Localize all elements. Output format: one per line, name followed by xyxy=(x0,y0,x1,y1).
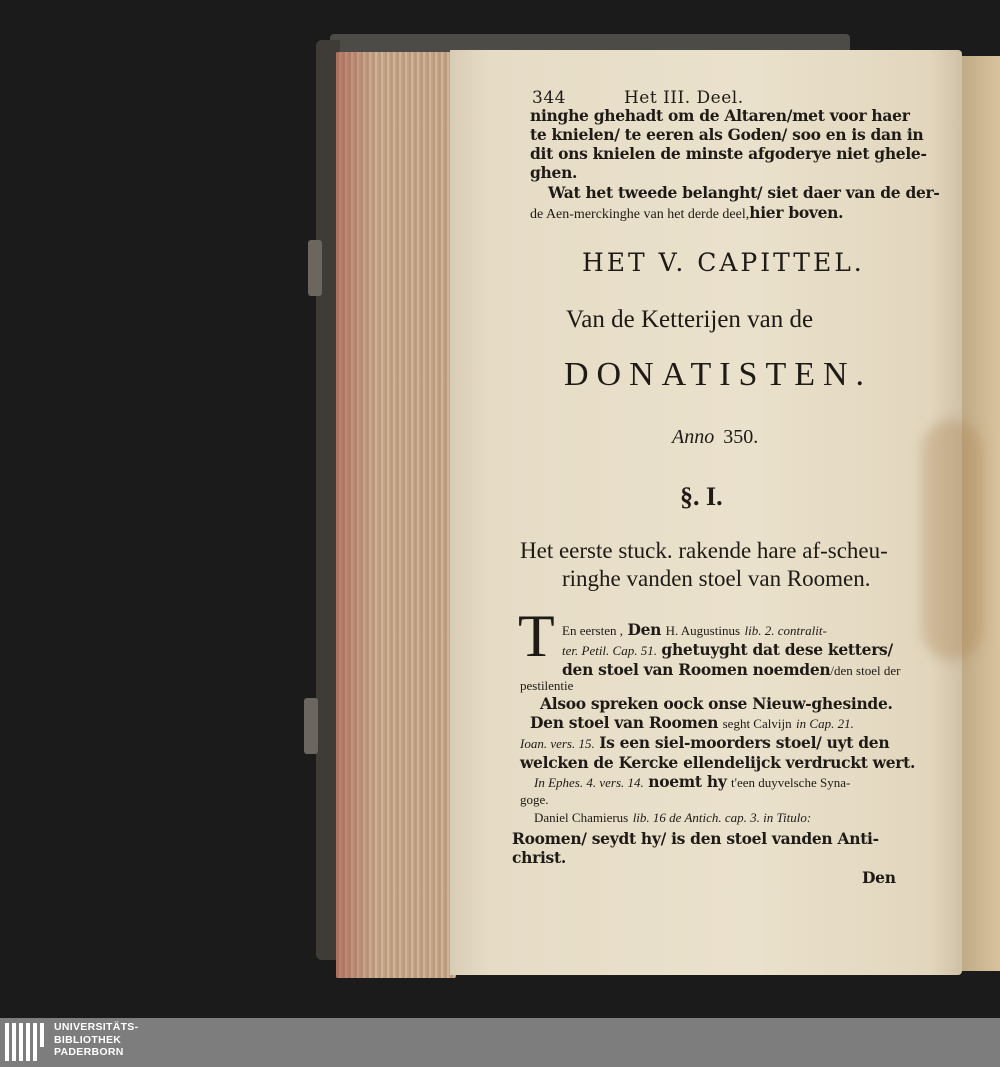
text-span: ter. Petil. Cap. 51. xyxy=(562,643,657,658)
chapter-big-title: DONATISTEN. xyxy=(564,356,873,393)
running-head xyxy=(532,88,744,108)
text-line: Wat het tweede belanght/ siet daer van de der- xyxy=(548,183,940,202)
text-span: den stoel van Roomen noemden xyxy=(562,660,831,679)
library-name xyxy=(54,1021,138,1059)
body-line: welcken de Kercke ellendelijck verdruckt wert. xyxy=(520,753,916,772)
page-number: 344 xyxy=(532,88,566,108)
body-line xyxy=(534,810,811,826)
library-logo-icon xyxy=(4,1021,46,1063)
text-span: hier boven. xyxy=(749,203,844,222)
text-span: seght Calvijn xyxy=(722,716,792,731)
body-line: christ. xyxy=(512,848,566,867)
book-clasp xyxy=(308,240,322,296)
body-line xyxy=(562,660,900,679)
catchword: Den xyxy=(862,868,896,887)
text-line: dit ons knielen de minste afgoderye niet ghele- xyxy=(530,144,927,163)
body-line xyxy=(520,733,889,752)
library-footer xyxy=(0,1018,1000,1067)
anno-year: 350. xyxy=(723,426,759,448)
text-span: In Ephes. 4. vers. 14. xyxy=(534,775,644,790)
text-span: t'een duyvelsche Syna- xyxy=(730,775,851,790)
text-span: H. Augustinus xyxy=(665,623,741,638)
text-span: Daniel Chamierus xyxy=(534,810,629,825)
text-span: En eersten , xyxy=(562,623,624,638)
text-span: lib. 16 de Antich. cap. 3. in Titulo: xyxy=(632,810,812,825)
text-span: Den stoel van Roomen xyxy=(530,713,719,732)
drop-cap: T xyxy=(518,603,555,669)
running-head-title: Het III. Deel. xyxy=(623,88,744,108)
body-line xyxy=(562,620,827,639)
body-line xyxy=(562,640,893,659)
text-span: /den stoel der xyxy=(830,663,901,678)
text-line xyxy=(530,203,843,223)
library-name-line: UNIVERSITÄTS- xyxy=(54,1021,139,1033)
text-line: te knielen/ te eeren als Goden/ soo en is dan in xyxy=(530,125,924,144)
text-span: in Cap. 21. xyxy=(796,716,854,731)
text-span: Is een siel-moorders stoel/ uyt den xyxy=(599,733,890,752)
text-span: Ioan. vers. 15. xyxy=(520,736,595,751)
page-edges xyxy=(336,52,456,978)
text-span: ghetuyght dat dese ketters/ xyxy=(661,640,893,659)
body-line: goge. xyxy=(520,792,549,807)
body-line: Roomen/ seydt hy/ is den stoel vanden Anti- xyxy=(512,829,879,848)
section-heading: Het eerste stuck. rakende hare af-scheu- xyxy=(520,538,888,563)
text-span: lib. 2. contralit- xyxy=(744,623,827,638)
chapter-subtitle: Van de Ketterijen van de xyxy=(566,306,814,333)
body-line: Alsoo spreken oock onse Nieuw-ghesinde. xyxy=(540,694,893,713)
chapter-title: HET V. CAPITTEL. xyxy=(582,248,865,277)
library-name-line: PADERBORN xyxy=(54,1046,124,1058)
section-heading: ringhe vanden stoel van Roomen. xyxy=(562,566,871,591)
text-span: noemt hy xyxy=(648,772,727,791)
text-span: Den xyxy=(627,620,662,639)
text-line: ninghe ghehadt om de Altaren/met voor haer xyxy=(530,106,910,125)
page-stain xyxy=(922,420,982,660)
body-line xyxy=(534,772,850,791)
text-line: ghen. xyxy=(530,163,578,182)
anno-date xyxy=(672,426,758,449)
text-span: de Aen-merckinghe van het derde deel, xyxy=(530,207,750,222)
anno-label: Anno xyxy=(672,426,715,448)
body-line xyxy=(530,713,854,732)
library-name-line: BIBLIOTHEK xyxy=(54,1033,122,1046)
book-clasp xyxy=(304,698,318,754)
section-mark: §. I. xyxy=(680,482,723,511)
body-line: pestilentie xyxy=(520,678,574,693)
